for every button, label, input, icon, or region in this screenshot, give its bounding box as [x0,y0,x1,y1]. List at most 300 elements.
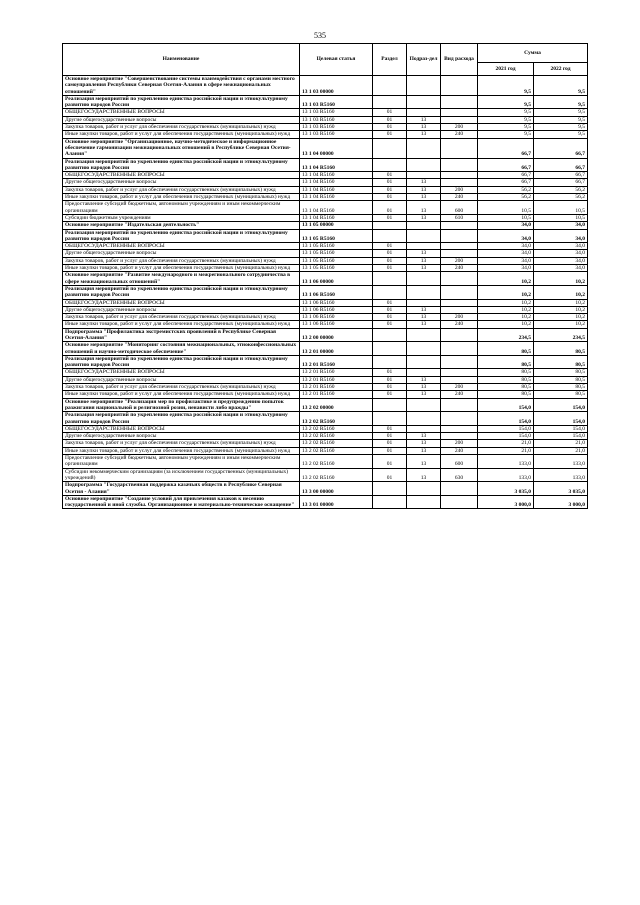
row-name: Другие общегосударственные вопросы [63,376,300,383]
row-name: Иные закупки товаров, работ и услуг для обеспечения государственных (муниципальных) нужд [63,265,300,272]
row-subsection: 13 [407,201,441,215]
row-sum-2021: 10,2 [478,299,534,306]
table-row [63,398,588,412]
row-name: ОБЩЕГОСУДАРСТВЕННЫЕ ВОПРОСЫ [63,243,300,250]
row-name: Закупка товаров, работ и услуг для обеспечения государственных (муниципальных) нужд [63,384,300,391]
row-expense-type: 610 [441,214,478,221]
row-target-code: 13 3 00 00000 [300,482,373,496]
header-expense-type: Вид расхода [441,44,478,76]
row-subsection [407,172,441,179]
row-name: Реализация мероприятий по укреплению единства российской нации и этнокультурному развитию народов России [63,158,300,172]
row-target-code: 13 2 02 00000 [300,398,373,412]
row-expense-type [441,285,478,299]
row-sum-2021: 10,2 [478,285,534,299]
row-section: 01 [373,116,407,123]
row-target-code: 13 2 02 R5160 [300,440,373,447]
row-subsection [407,398,441,412]
row-target-code: 13 1 05 R5160 [300,229,373,243]
row-target-code: 13 1 06 R5160 [300,299,373,306]
row-target-code: 13 1 04 R5160 [300,179,373,186]
page-number: 535 [314,31,326,40]
row-section: 01 [373,391,407,398]
row-subsection [407,425,441,432]
row-expense-type [441,116,478,123]
row-name: Подпрограмма "Профилактика экстремистских проявлений в Республике Северная Осетия-Алания" [63,328,300,342]
row-expense-type: 240 [441,265,478,272]
row-subsection: 13 [407,321,441,328]
table-row [63,179,588,186]
row-sum-2022: 56,2 [534,186,588,193]
row-target-code: 13 1 05 R5160 [300,257,373,264]
row-sum-2021: 9,5 [478,95,534,109]
table-row [63,201,588,215]
row-subsection: 13 [407,265,441,272]
row-target-code: 13 1 05 R5160 [300,265,373,272]
row-expense-type [441,425,478,432]
header-sum: Сумма [478,44,588,63]
row-expense-type [441,299,478,306]
table-row [63,172,588,179]
table-row [63,222,588,229]
table-row [63,447,588,454]
row-sum-2022: 80,5 [534,342,588,356]
row-subsection: 13 [407,306,441,313]
row-target-code: 13 1 04 R5160 [300,194,373,201]
row-target-code: 13 1 03 R5160 [300,95,373,109]
row-expense-type [441,369,478,376]
row-target-code: 13 1 03 R5160 [300,116,373,123]
row-name: Реализация мероприятий по укреплению единства российской нации и этнокультурному развитию народов России [63,412,300,426]
row-subsection [407,412,441,426]
row-name: Другие общегосударственные вопросы [63,250,300,257]
table-row [63,355,588,369]
row-expense-type [441,376,478,383]
row-name: Основное мероприятие "Издательская деятельность" [63,222,300,229]
table-row [63,440,588,447]
row-sum-2021: 9,5 [478,116,534,123]
row-sum-2021: 3 000,0 [478,495,534,509]
row-section: 01 [373,455,407,469]
row-sum-2022: 3 000,0 [534,495,588,509]
row-name: Иные закупки товаров, работ и услуг для обеспечения государственных (муниципальных) нужд [63,391,300,398]
row-section: 01 [373,131,407,138]
row-section [373,222,407,229]
row-expense-type [441,222,478,229]
row-subsection: 13 [407,194,441,201]
row-sum-2022: 80,5 [534,384,588,391]
row-section: 01 [373,440,407,447]
row-section: 01 [373,109,407,116]
row-target-code: 13 1 06 R5160 [300,321,373,328]
row-section [373,328,407,342]
row-target-code: 13 2 02 R5160 [300,425,373,432]
row-target-code: 13 1 03 R5160 [300,131,373,138]
table-row [63,124,588,131]
row-name: Другие общегосударственные вопросы [63,433,300,440]
row-section: 01 [373,306,407,313]
row-target-code: 13 1 03 R5160 [300,124,373,131]
row-section [373,495,407,509]
row-name: Основное мероприятие "Совершенствование системы взаимодействия с органами местного самоуправления Республики Северная Осетия-Алания в сфере межнациональных отношений" [63,76,300,96]
table-row [63,455,588,469]
table-row [63,95,588,109]
row-sum-2022: 10,2 [534,299,588,306]
table-row [63,138,588,158]
row-expense-type [441,138,478,158]
table-row [63,425,588,432]
table-row [63,186,588,193]
row-sum-2022: 10,2 [534,306,588,313]
row-subsection [407,482,441,496]
row-name: ОБЩЕГОСУДАРСТВЕННЫЕ ВОПРОСЫ [63,369,300,376]
row-sum-2022: 9,5 [534,95,588,109]
row-sum-2022: 133,0 [534,455,588,469]
row-subsection [407,299,441,306]
row-name: Предоставление субсидий бюджетным, автономным учреждениям и иным некоммерческим организациям [63,455,300,469]
row-target-code: 13 3 01 00000 [300,495,373,509]
row-sum-2021: 10,2 [478,314,534,321]
row-sum-2022: 9,5 [534,76,588,96]
row-sum-2022: 66,7 [534,172,588,179]
row-sum-2022: 3 035,0 [534,482,588,496]
row-name: Другие общегосударственные вопросы [63,116,300,123]
row-expense-type: 200 [441,384,478,391]
row-expense-type [441,243,478,250]
row-sum-2022: 9,5 [534,116,588,123]
row-section [373,95,407,109]
row-section: 01 [373,243,407,250]
row-subsection [407,138,441,158]
row-section: 01 [373,172,407,179]
table-row [63,342,588,356]
row-target-code: 13 2 02 R5160 [300,468,373,482]
header-subsection: Подраз-дел [407,44,441,76]
row-subsection [407,495,441,509]
row-expense-type [441,76,478,96]
table-row [63,158,588,172]
row-sum-2022: 9,5 [534,131,588,138]
row-target-code: 13 2 01 00000 [300,342,373,356]
table-row [63,391,588,398]
table-row [63,194,588,201]
row-expense-type [441,412,478,426]
row-sum-2022: 80,5 [534,355,588,369]
row-target-code: 13 1 04 R5160 [300,172,373,179]
row-subsection [407,342,441,356]
row-section: 01 [373,425,407,432]
row-section: 01 [373,257,407,264]
row-sum-2021: 34,0 [478,229,534,243]
row-section [373,229,407,243]
row-sum-2022: 34,0 [534,257,588,264]
row-section [373,138,407,158]
row-sum-2021: 80,5 [478,384,534,391]
table-row [63,243,588,250]
row-name: Реализация мероприятий по укреплению единства российской нации и этнокультурному развитию народов России [63,285,300,299]
row-sum-2022: 10,2 [534,314,588,321]
row-name: Реализация мероприятий по укреплению единства российской нации и этнокультурному развитию народов России [63,355,300,369]
table-row [63,229,588,243]
row-name: Иные закупки товаров, работ и услуг для обеспечения государственных (муниципальных) нужд [63,447,300,454]
row-expense-type: 240 [441,391,478,398]
row-subsection: 13 [407,433,441,440]
row-target-code: 13 1 03 R5160 [300,109,373,116]
row-target-code: 13 1 06 R5160 [300,285,373,299]
row-sum-2021: 10,5 [478,201,534,215]
row-sum-2021: 9,5 [478,76,534,96]
table-row [63,328,588,342]
table-row [63,384,588,391]
row-sum-2022: 133,0 [534,468,588,482]
row-sum-2021: 154,0 [478,425,534,432]
row-target-code: 13 1 05 R5160 [300,243,373,250]
row-sum-2021: 133,0 [478,468,534,482]
row-name: ОБЩЕГОСУДАРСТВЕННЫЕ ВОПРОСЫ [63,172,300,179]
row-section: 01 [373,250,407,257]
row-sum-2022: 9,5 [534,109,588,116]
row-expense-type: 240 [441,194,478,201]
row-expense-type [441,179,478,186]
row-name: Реализация мероприятий по укреплению единства российской нации и этнокультурному развитию народов России [63,229,300,243]
row-subsection: 13 [407,376,441,383]
row-section [373,158,407,172]
row-name: Подпрограмма "Государственная поддержка казачьих обществ в Республике Северная Осетия - Алания" [63,482,300,496]
row-sum-2022: 80,5 [534,391,588,398]
row-target-code: 13 1 04 R5160 [300,158,373,172]
row-target-code: 13 2 01 R5160 [300,376,373,383]
row-sum-2021: 154,0 [478,412,534,426]
row-expense-type [441,328,478,342]
row-name: Основное мероприятие "Организационное, научно-методическое и информационное обеспечение гармонизации межнациональных отношений в Республике Северная Осетия-Алания" [63,138,300,158]
row-sum-2021: 66,7 [478,158,534,172]
row-target-code: 13 2 02 R5160 [300,412,373,426]
row-name: Закупка товаров, работ и услуг для обеспечения государственных (муниципальных) нужд [63,124,300,131]
row-sum-2022: 21,0 [534,440,588,447]
row-section [373,412,407,426]
header-2022: 2022 год [534,63,588,76]
header-target: Целевая статья [300,44,373,76]
row-sum-2021: 154,0 [478,433,534,440]
row-sum-2021: 80,5 [478,376,534,383]
row-subsection [407,158,441,172]
row-subsection: 13 [407,116,441,123]
table-row [63,214,588,221]
row-section: 01 [373,376,407,383]
row-section [373,272,407,286]
row-sum-2022: 80,5 [534,376,588,383]
row-sum-2021: 9,5 [478,109,534,116]
row-name: Иные закупки товаров, работ и услуг для обеспечения государственных (муниципальных) нужд [63,321,300,328]
row-section: 01 [373,179,407,186]
row-section [373,76,407,96]
row-expense-type: 240 [441,447,478,454]
table-row [63,376,588,383]
row-subsection: 13 [407,214,441,221]
row-expense-type [441,495,478,509]
row-expense-type [441,342,478,356]
row-expense-type: 200 [441,440,478,447]
row-expense-type [441,306,478,313]
row-subsection: 13 [407,250,441,257]
row-name: ОБЩЕГОСУДАРСТВЕННЫЕ ВОПРОСЫ [63,299,300,306]
row-expense-type [441,482,478,496]
budget-table [62,43,588,509]
row-name: Основное мероприятие "Мониторинг состояния межнациональных, этноконфессиональных отношений и научно-методическое обеспечение" [63,342,300,356]
row-target-code: 13 1 05 R5160 [300,250,373,257]
row-subsection: 13 [407,186,441,193]
row-sum-2022: 34,0 [534,265,588,272]
row-section: 01 [373,299,407,306]
table-row [63,306,588,313]
table-row [63,250,588,257]
row-sum-2021: 80,5 [478,391,534,398]
table-row [63,76,588,96]
row-subsection: 13 [407,455,441,469]
row-sum-2022: 80,5 [534,369,588,376]
table-row [63,265,588,272]
header-name: Наименование [63,44,300,76]
row-name: Закупка товаров, работ и услуг для обеспечения государственных (муниципальных) нужд [63,314,300,321]
row-target-code: 13 2 01 R5160 [300,355,373,369]
row-expense-type: 240 [441,321,478,328]
row-name: Другие общегосударственные вопросы [63,306,300,313]
row-name: Реализация мероприятий по укреплению единства российской нации и этнокультурному развитию народов России [63,95,300,109]
row-sum-2022: 34,0 [534,243,588,250]
row-sum-2021: 10,2 [478,321,534,328]
row-sum-2022: 234,5 [534,328,588,342]
row-sum-2022: 66,7 [534,158,588,172]
row-sum-2022: 10,2 [534,272,588,286]
row-sum-2021: 9,5 [478,131,534,138]
row-section: 01 [373,124,407,131]
row-expense-type [441,95,478,109]
row-subsection: 13 [407,391,441,398]
table-row [63,482,588,496]
row-name: Закупка товаров, работ и услуг для обеспечения государственных (муниципальных) нужд [63,186,300,193]
row-section: 01 [373,468,407,482]
row-section: 01 [373,214,407,221]
row-name: Субсидии некоммерческим организациям (за исключением государственных (муниципальных) учреждений) [63,468,300,482]
table-row [63,369,588,376]
row-subsection: 13 [407,179,441,186]
row-section [373,482,407,496]
row-sum-2021: 80,5 [478,369,534,376]
table-row [63,299,588,306]
row-section: 01 [373,265,407,272]
row-sum-2022: 10,2 [534,321,588,328]
row-expense-type: 200 [441,257,478,264]
row-section: 01 [373,321,407,328]
table-row [63,433,588,440]
row-expense-type [441,158,478,172]
row-target-code: 13 2 02 R5160 [300,433,373,440]
row-expense-type: 600 [441,455,478,469]
row-sum-2021: 154,0 [478,398,534,412]
row-section: 01 [373,447,407,454]
table-row [63,285,588,299]
row-section: 01 [373,314,407,321]
row-subsection [407,109,441,116]
row-subsection: 13 [407,257,441,264]
row-target-code: 13 1 03 00000 [300,76,373,96]
row-target-code: 13 1 06 R5160 [300,314,373,321]
row-subsection [407,355,441,369]
row-sum-2022: 21,0 [534,447,588,454]
row-sum-2022: 10,5 [534,214,588,221]
row-section: 01 [373,369,407,376]
row-target-code: 13 1 06 R5160 [300,306,373,313]
row-expense-type: 600 [441,201,478,215]
row-sum-2022: 154,0 [534,433,588,440]
row-expense-type: 200 [441,186,478,193]
row-sum-2022: 10,5 [534,201,588,215]
row-subsection [407,285,441,299]
row-expense-type [441,229,478,243]
row-name: Иные закупки товаров, работ и услуг для обеспечения государственных (муниципальных) нужд [63,131,300,138]
row-section [373,398,407,412]
row-target-code: 13 1 05 00000 [300,222,373,229]
row-subsection: 13 [407,468,441,482]
row-section: 01 [373,201,407,215]
row-sum-2021: 56,2 [478,186,534,193]
header-section: Раздел [373,44,407,76]
row-subsection [407,222,441,229]
table-row [63,109,588,116]
row-sum-2021: 3 035,0 [478,482,534,496]
table-row [63,314,588,321]
row-name: ОБЩЕГОСУДАРСТВЕННЫЕ ВОПРОСЫ [63,109,300,116]
row-target-code: 13 2 02 R5160 [300,447,373,454]
row-sum-2022: 154,0 [534,398,588,412]
row-sum-2022: 66,7 [534,179,588,186]
row-target-code: 13 1 04 R5160 [300,214,373,221]
row-target-code: 13 1 06 00000 [300,272,373,286]
row-name: Закупка товаров, работ и услуг для обеспечения государственных (муниципальных) нужд [63,440,300,447]
row-subsection: 13 [407,124,441,131]
row-target-code: 13 2 01 R5160 [300,391,373,398]
row-expense-type: 200 [441,124,478,131]
row-name: Основное мероприятие "Реализация мер по профилактике и предупреждению попыток разжигания национальной и религиозной розни, ненависти либо вражды" [63,398,300,412]
row-sum-2021: 34,0 [478,265,534,272]
row-name: Другие общегосударственные вопросы [63,179,300,186]
table-row [63,257,588,264]
row-subsection [407,328,441,342]
row-name: Иные закупки товаров, работ и услуг для обеспечения государственных (муниципальных) нужд [63,194,300,201]
row-expense-type [441,172,478,179]
row-sum-2021: 34,0 [478,243,534,250]
row-section: 01 [373,194,407,201]
row-section [373,355,407,369]
row-sum-2022: 34,0 [534,250,588,257]
row-sum-2021: 234,5 [478,328,534,342]
row-target-code: 13 2 00 00000 [300,328,373,342]
row-name: Основное мероприятие "Создание условий для привлечения казаков к несению государственной и иной службы. Организационное и материально-техническое оснащение" [63,495,300,509]
row-expense-type: 200 [441,314,478,321]
row-subsection [407,76,441,96]
row-name: Основное мероприятие "Развитие международного и межрегионального сотрудничества в сфере межнациональных отношений" [63,272,300,286]
row-subsection: 13 [407,314,441,321]
row-subsection [407,95,441,109]
row-expense-type [441,272,478,286]
table-row [63,412,588,426]
row-subsection [407,369,441,376]
row-expense-type [441,433,478,440]
table-row [63,321,588,328]
table-body [63,76,588,509]
row-section [373,285,407,299]
row-name: Субсидии бюджетным учреждениям [63,214,300,221]
row-sum-2022: 34,0 [534,222,588,229]
